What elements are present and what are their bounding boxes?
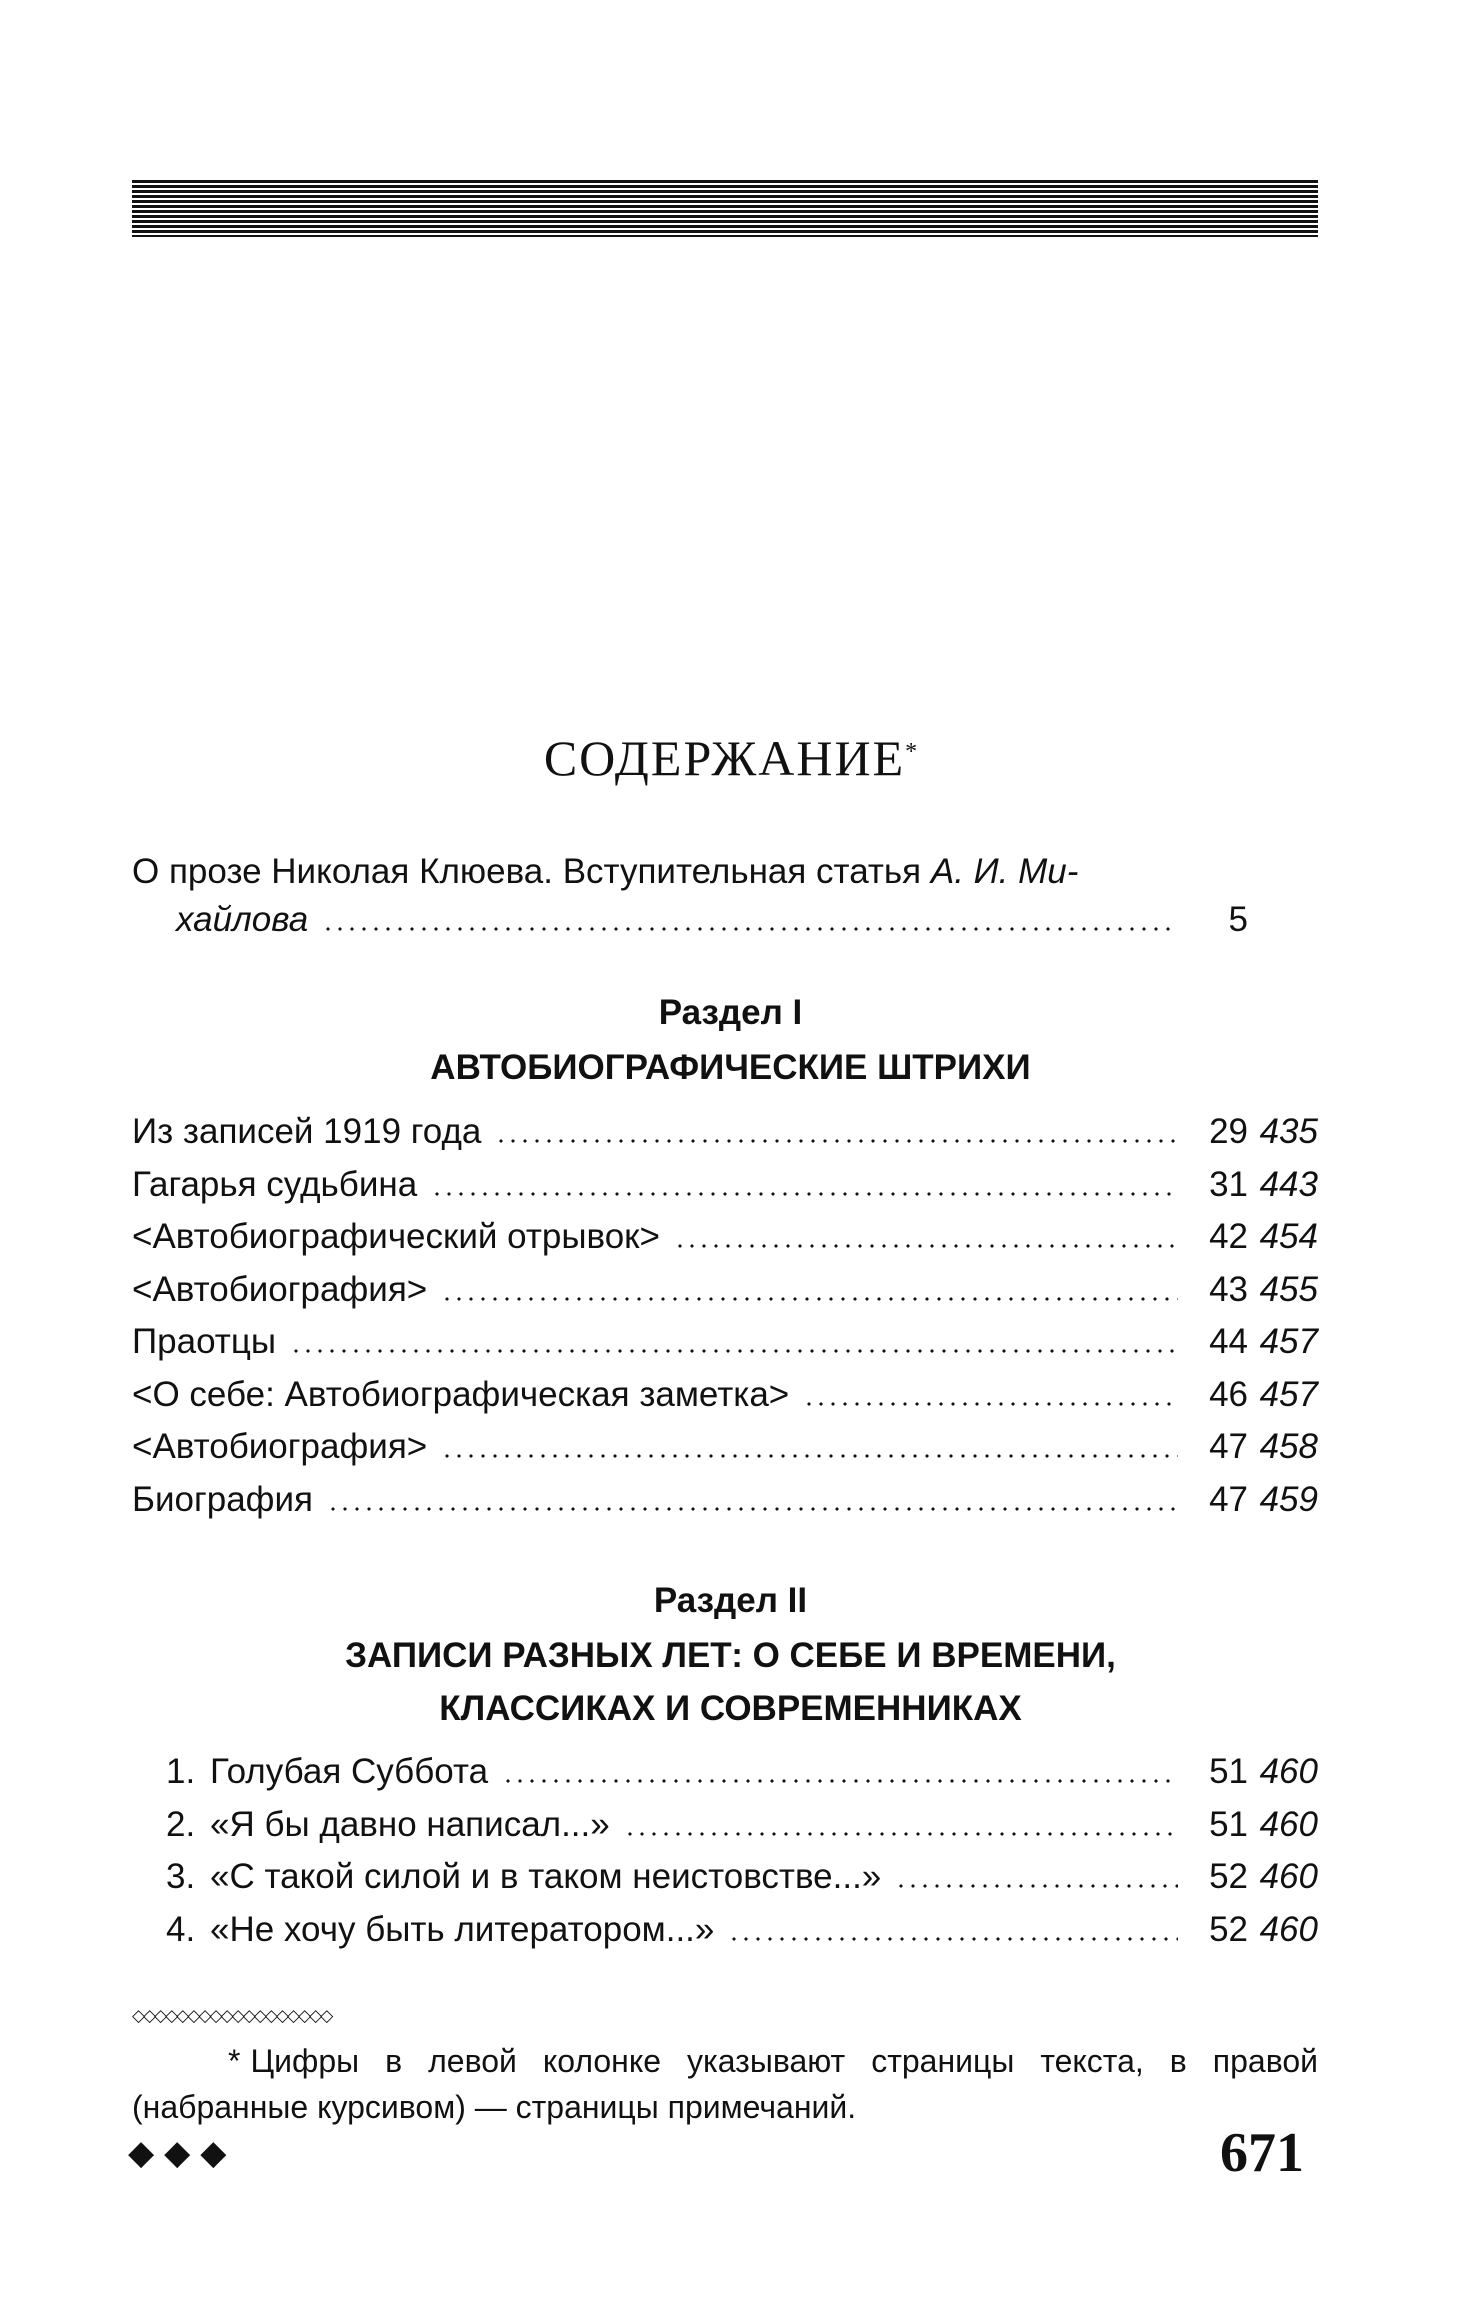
section2-label: Раздел II <box>653 1581 808 1620</box>
footnote <box>132 2038 1318 2130</box>
section2-heading-line1: ЗАПИСИ РАЗНЫХ ЛЕТ: О СЕБЕ И ВРЕМЕНИ, <box>345 1636 1116 1675</box>
entry-title: <Автобиография> <box>132 1427 428 1466</box>
toc-entry <box>132 1266 1318 1314</box>
entry-page: 31 <box>1209 1164 1248 1204</box>
leader-dots <box>803 1402 1178 1406</box>
leader-dots <box>290 1349 1178 1353</box>
intro-author-part1: А. И. Ми- <box>930 852 1079 891</box>
entry-note-page: 454 <box>1259 1217 1318 1256</box>
footnote-ornament: ◇◇◇◇◇◇◇◇◇◇◇◇◇◇◇◇◇◇ <box>132 2006 332 2025</box>
toc-entry <box>132 1476 1318 1524</box>
section1-label: Раздел I <box>658 993 803 1032</box>
intro-title: О прозе Николая Клюева. Вступительная статья <box>132 852 922 891</box>
entry-page: 52 <box>1209 1857 1248 1896</box>
toc-entry <box>132 1423 1318 1471</box>
leader-dots <box>502 1779 1178 1783</box>
entry-number: 1. <box>166 1752 196 1791</box>
entry-note-page: 457 <box>1259 1322 1318 1361</box>
entry-page: 42 <box>1209 1217 1248 1256</box>
entry-number: 2. <box>166 1804 196 1844</box>
intro-entry-line1 <box>132 848 1078 896</box>
entry-note-page: 457 <box>1259 1374 1318 1414</box>
entry-title: <Автобиография> <box>132 1269 428 1309</box>
leader-dots <box>322 927 1178 931</box>
entry-note-page: 459 <box>1259 1479 1318 1519</box>
decorative-header-rules <box>132 180 1318 237</box>
entry-number: 4. <box>166 1909 196 1949</box>
entry-title: Биография <box>132 1479 313 1519</box>
toc-entry <box>166 1801 1318 1849</box>
section2-heading-line2: КЛАССИКАХ И СОВРЕМЕННИКАХ <box>439 1689 1022 1728</box>
leader-dots <box>624 1832 1178 1836</box>
title-footnote-mark: * <box>905 739 918 765</box>
entry-note-page: 458 <box>1259 1427 1318 1466</box>
entry-title: Гагарья судьбина <box>132 1164 418 1204</box>
section1-heading: АВТОБИОГРАФИЧЕСКИЕ ШТРИХИ <box>430 1048 1031 1087</box>
leader-dots <box>674 1244 1178 1248</box>
leader-dots <box>495 1139 1178 1143</box>
page-title <box>0 728 1461 788</box>
toc-entry <box>132 1108 1318 1156</box>
entry-page: 47 <box>1209 1479 1248 1519</box>
entry-page: 52 <box>1209 1909 1248 1949</box>
leader-dots <box>441 1454 1178 1458</box>
entry-title: Праотцы <box>132 1322 277 1361</box>
entry-title: <Автобиографический отрывок> <box>132 1217 660 1256</box>
toc-entry <box>166 1906 1318 1954</box>
entry-note-page: 460 <box>1259 1752 1318 1791</box>
entry-page: 47 <box>1209 1427 1248 1466</box>
toc-entry <box>132 1161 1318 1209</box>
entry-note-page: 435 <box>1259 1112 1318 1151</box>
toc-entry <box>166 1748 1318 1796</box>
intro-entry-line2 <box>176 896 1318 944</box>
leader-dots <box>431 1192 1178 1196</box>
toc-entry <box>132 1213 1318 1261</box>
entry-title: «С такой силой и в таком неистовстве...» <box>210 1857 882 1896</box>
entry-title: <О себе: Автобиографическая заметка> <box>132 1374 790 1414</box>
diamond-ornament: ◆◆◆ <box>128 2135 237 2172</box>
entry-title: «Я бы давно написал...» <box>210 1804 610 1844</box>
entry-note-page: 443 <box>1259 1164 1318 1204</box>
leader-dots <box>327 1507 1178 1511</box>
entry-page: 29 <box>1209 1112 1248 1151</box>
entry-note-page: 455 <box>1259 1269 1318 1309</box>
footnote-mark: * <box>228 2043 241 2079</box>
toc-entry <box>132 1371 1318 1419</box>
entry-page: 43 <box>1209 1269 1248 1309</box>
intro-author-part2: хайлова <box>176 900 309 939</box>
entry-note-page: 460 <box>1259 1909 1318 1949</box>
leader-dots <box>441 1297 1178 1301</box>
page-title-text: СОДЕРЖАНИЕ <box>543 730 906 786</box>
entry-page: 51 <box>1209 1752 1248 1791</box>
entry-page: 51 <box>1209 1804 1248 1844</box>
entry-page: 44 <box>1209 1322 1248 1361</box>
entry-note-page: 460 <box>1259 1804 1318 1844</box>
entry-title: Голубая Суббота <box>210 1752 489 1791</box>
toc-entry <box>132 1318 1318 1366</box>
entry-title: «Не хочу быть литератором...» <box>210 1909 715 1949</box>
page-number: 671 <box>1220 2122 1304 2184</box>
footnote-text: Цифры в левой колонке указывают страницы текста, в правой (набранные курсивом) — страницы примечаний. <box>132 2043 1318 2125</box>
leader-dots <box>728 1937 1178 1941</box>
entry-title: Из записей 1919 года <box>132 1112 482 1151</box>
entry-number: 3. <box>166 1857 196 1896</box>
entry-page: 46 <box>1209 1374 1248 1414</box>
leader-dots <box>895 1884 1178 1888</box>
toc-entry <box>166 1853 1318 1901</box>
intro-page: 5 <box>1228 900 1248 939</box>
entry-note-page: 460 <box>1259 1857 1318 1896</box>
